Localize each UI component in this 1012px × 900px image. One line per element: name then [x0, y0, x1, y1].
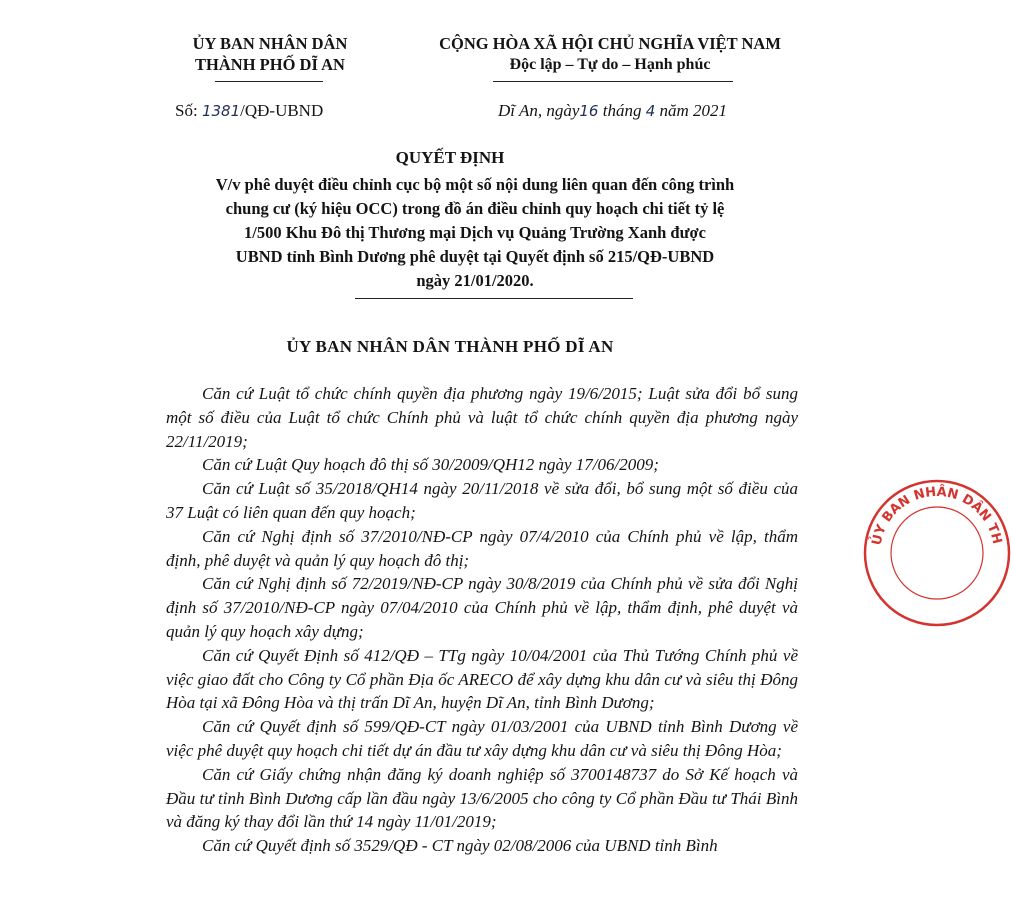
handwritten-month: 4	[645, 102, 656, 120]
number-suffix: /QĐ-UBND	[240, 101, 324, 120]
handwritten-number: 1381	[201, 102, 241, 120]
date-month-label: tháng	[602, 101, 642, 120]
legal-basis-paragraph: Căn cứ Nghị định số 37/2010/NĐ-CP ngày 07/4/2010 của Chính phủ về lập, thẩm định, phê duyệt và quản lý quy hoạch đô thị;	[166, 526, 798, 570]
date-place: Dĩ An, ngày	[498, 101, 580, 120]
document-number	[175, 101, 323, 121]
legal-basis-paragraph: Căn cứ Nghị định số 72/2019/NĐ-CP ngày 30/8/2019 của Chính phủ về sửa đổi Nghị định số 37/2010/NĐ-CP ngày 07/04/2010 của Chính phủ về lập, thẩm định, phê duyệt và quản lý quy hoạch xây dựng;	[166, 574, 798, 641]
legal-basis-paragraph: Căn cứ Quyết định số 3529/QĐ - CT ngày 02/08/2006 của UBND tỉnh Bình	[202, 836, 718, 856]
legal-basis-paragraph: Căn cứ Quyết Định số 412/QĐ – TTg ngày 10/04/2001 của Thủ Tướng Chính phủ về việc giao đất cho Công ty Cổ phần Địa ốc ARECO để xây dựng khu dân cư và siêu thị Đông Hòa tại xã Đông Hòa và thị trấn Dĩ An, huyện Dĩ An, tỉnh Bình Dương;	[166, 645, 798, 713]
legal-basis-paragraph: Căn cứ Giấy chứng nhận đăng ký doanh nghiệp số 3700148737 do Sở Kế hoạch và Đầu tư tỉnh Bình Dương cấp lần đầu ngày 13/6/2005 cho công ty Cổ phần Đầu tư Thái Bình và đăng ký thay đổi lần thứ 14 ngày 11/01/2019;	[166, 764, 798, 832]
org-line-1: ỦY BAN NHÂN DÂN	[192, 34, 348, 53]
national-motto: Độc lập – Tự do – Hạnh phúc	[509, 56, 711, 73]
subject-divider	[355, 298, 633, 299]
subject-line: UBND tỉnh Bình Dương phê duyệt tại Quyết định số 215/QĐ-UBND	[235, 247, 715, 266]
date-year: năm 2021	[659, 101, 728, 120]
national-header	[410, 33, 810, 75]
subject-line: chung cư (ký hiệu OCC) trong đồ án điều chỉnh quy hoạch chi tiết tỷ lệ	[225, 199, 725, 218]
issuer-heading: ỦY BAN NHÂN DÂN THÀNH PHỐ DĨ AN	[286, 337, 614, 356]
legal-basis-paragraph: Căn cứ Luật Quy hoạch đô thị số 30/2009/QH12 ngày 17/06/2009;	[202, 455, 659, 475]
number-prefix: Số:	[175, 101, 198, 120]
subject-line: ngày 21/01/2020.	[416, 271, 534, 290]
issue-date	[498, 101, 727, 121]
header-left-rule	[215, 81, 323, 82]
subject-line: V/v phê duyệt điều chỉnh cục bộ một số nội dung liên quan đến công trình	[215, 175, 735, 194]
org-line-2: THÀNH PHỐ DĨ AN	[195, 55, 345, 74]
header-right-rule	[493, 81, 733, 82]
handwritten-day: 16	[579, 102, 599, 120]
document-title: QUYẾT ĐỊNH	[395, 148, 505, 167]
official-seal-stamp	[862, 478, 1012, 628]
legal-basis-paragraph: Căn cứ Luật số 35/2018/QH14 ngày 20/11/2018 về sửa đổi, bổ sung một số điều của 37 Luật có liên quan đến quy hoạch;	[166, 479, 798, 522]
document-subject	[150, 173, 800, 293]
svg-text:ỦY BAN NHÂN DÂN TH: ỦY BAN NHÂN DÂN TH	[869, 484, 1005, 547]
nation-name: CỘNG HÒA XÃ HỘI CHỦ NGHĨA VIỆT NAM	[439, 34, 781, 53]
legal-basis-paragraph: Căn cứ Luật tổ chức chính quyền địa phương ngày 19/6/2015; Luật sửa đổi bổ sung một số điều của Luật tổ chức Chính phủ và luật tổ chức chính quyền địa phương ngày 22/11/2019;	[166, 384, 798, 451]
legal-basis-body	[166, 382, 798, 858]
issuing-authority-header	[170, 33, 370, 75]
subject-line: 1/500 Khu Đô thị Thương mại Dịch vụ Quảng Trường Xanh được	[244, 223, 706, 242]
legal-basis-paragraph: Căn cứ Quyết định số 599/QĐ-CT ngày 01/03/2001 của UBND tỉnh Bình Dương về việc phê duyệt quy hoạch chi tiết dự án đầu tư xây dựng khu dân cư và siêu thị Đông Hòa;	[166, 717, 798, 760]
